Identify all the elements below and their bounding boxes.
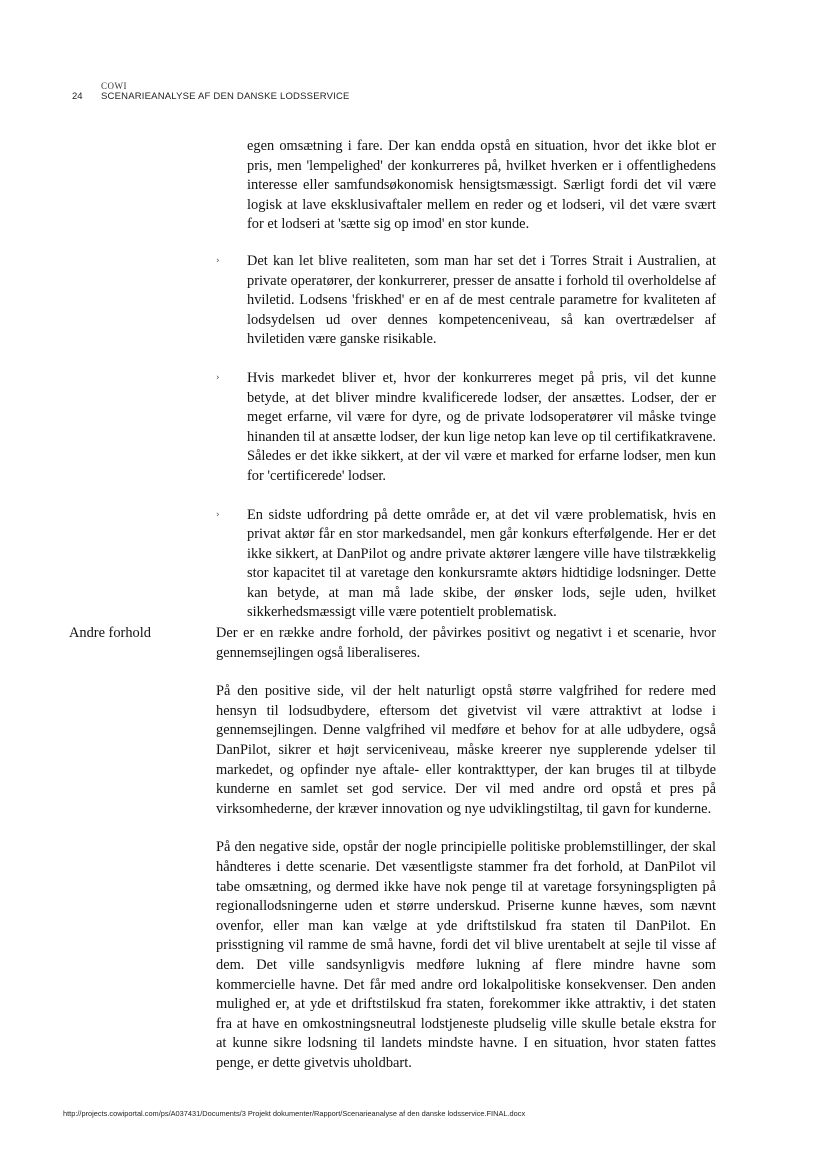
bullet-text: Hvis markedet bliver et, hvor der konkurreres meget på pris, vil det kunne betyde, at det bliver mindre kvalificerede lodser, der ansættes. Lodser, der er meget erfarne, vil være for dyre, og de private lodsoperatører vil måske tvinge hinanden til at ansætte lodser, der kun lige netop kan leve op til certifikatkravene. Således er det ikke sikkert, at der vil være et marked for erfarne lodser, men kun for 'certificerede' lodser.: [247, 369, 716, 484]
bullet-item: [216, 252, 716, 350]
bullet-text: Det kan let blive realiteten, som man har set det i Torres Strait i Australien, at private operatører, der konkurrerer, presser de ansatte i forhold til overholdelse af hviletid. Lodsens 'friskhed' er en af de mest centrale parametre for kvaliteten af lodsydelsen ud over dennes kompetenceniveau, så kan overtrædelser af hviletiden være ganske risikable.: [247, 252, 716, 348]
document-title: SCENARIEANALYSE AF DEN DANSKE LODSSERVICE: [101, 91, 350, 102]
bullet-marker-icon: ›: [216, 372, 220, 383]
page-number: 24: [72, 91, 83, 102]
bullet-text: En sidste udfordring på dette område er, at det vil være problematisk, hvis en privat aktør får en stor markedsandel, men går konkurs efterfølgende. Her er det ikke sikkert, at DanPilot og andre private aktører længere ville have tilstrækkelig stor kapacitet til at varetage den konkursramte aktørs hidtidige lodsninger. Dette kan betyde, at man må lade skibe, der ønsker lods, sejle uden, hvilket sikkerhedsmæssigt ville være potentielt problematisk.: [247, 506, 716, 621]
section-side-heading: Andre forhold: [69, 625, 151, 641]
bullet-continuation: egen omsætning i fare. Der kan endda opstå en situation, hvor det ikke blot er pris, men 'lempelighed' der konkurreres på, hvilket hverken er i offentlighedens interesse eller samfundsøkonomisk hensigtsmæssigt. Særligt fordi det vil være logisk at lave eksklusivaftaler mellem en reder og et lodseri, vil det være svært for et lodseri at 'sætte sig op imod' en stor kunde.: [247, 138, 716, 233]
footer-file-path: http://projects.cowiportal.com/ps/A037431/Documents/3 Projekt dokumenter/Rapport/Scenarieanalyse af den danske lodsservice.FINAL.docx: [63, 1109, 526, 1118]
bullet-item: [216, 369, 716, 487]
body-paragraph: Der er en række andre forhold, der påvirkes positivt og negativt i et scenarie, hvor gennemsejlingen også liberaliseres.: [216, 625, 716, 661]
bullet-list: [216, 137, 716, 642]
body-paragraph: På den negative side, opstår der nogle principielle politiske problemstillinger, der skal håndteres i dette scenarie. Det væsentligste stammer fra det forhold, at DanPilot vil tabe omsætning, og dermed ikke have nok penge til at varetage forsyningspligten på regionallodsningerne uden et større underskud. Priserne kunne hæves, som nævnt ovenfor, eller man kan vælge at yde driftstilskud fra staten til DanPilot. En prisstigning vil ramme de små havne, fordi det vil blive urentabelt at sejle til visse af dem. Det ville sandsynligvis medføre lukning af flere mindre havne som kommercielle havne. Det får med andre ord lokalpolitiske konsekvenser. Den anden mulighed er, at yde et driftstilskud fra staten, forekommer ikke attraktiv, i det staten fra at have en omkostningsneutral lodstjeneste pludselig ville skulle betale ekstra for at kunne sikre lodsning til landets mindste havne. I en situation, hvor staten fattes penge, er dette givetvis uholdbart.: [216, 839, 716, 1071]
bullet-marker-icon: ›: [216, 509, 220, 520]
bullet-marker-icon: ›: [216, 255, 220, 266]
body-paragraph: På den positive side, vil der helt naturligt opstå større valgfrihed for redere med hensyn til lodsudbydere, eftersom det givetvist vil være attraktivt at lodse i gennemsejlingen. Denne valgfrihed vil medføre et behov for at alle udbydere, også DanPilot, sikrer et højt serviceniveau, måske kreerer nye supplerende ydelser til markedet, og opfinder nye aftale- eller kontrakttyper, der kan bruges til at tilbyde kunderne en samlet set god service. Der vil med andre ord opstå et pres på virksomhederne, der kræver innovation og nye udviklingstiltag, til gavn for kunderne.: [216, 683, 716, 817]
page-header: [0, 0, 828, 110]
bullet-item: [216, 506, 716, 624]
section-body: [216, 624, 716, 1092]
cowi-logo: COWI: [101, 81, 127, 91]
